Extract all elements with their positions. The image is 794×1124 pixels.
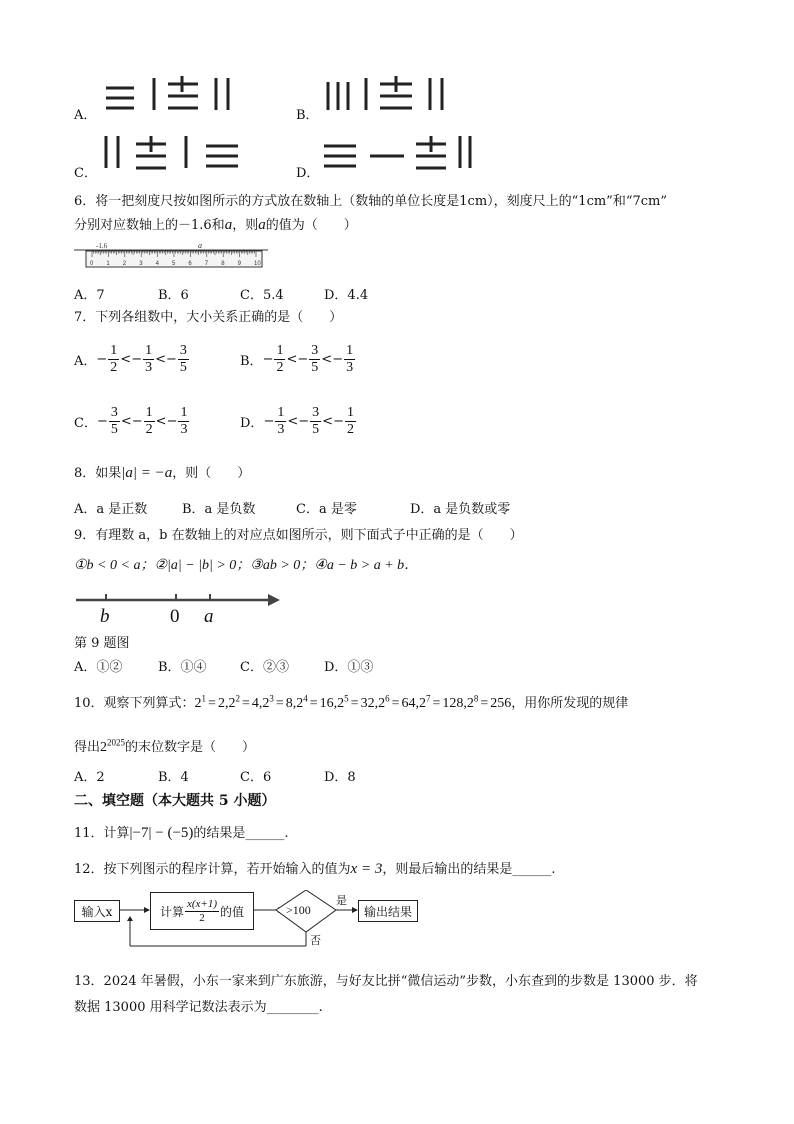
q10-series <box>195 693 512 712</box>
q9-stem: 9．有理数 a，b 在数轴上的对应点如图所示，则下面式子中正确的是（ ） <box>74 528 523 543</box>
q9-fig-b: b <box>100 606 110 627</box>
q6-option-c: C．5.4 <box>240 288 284 303</box>
q5-option-a-rods <box>102 70 242 114</box>
q12-calc-pre: 计算 <box>159 904 184 919</box>
q9-fig-0: 0 <box>170 606 180 627</box>
q7-d-lt1: < <box>287 413 299 429</box>
q7-a-frac3: $\frac{3}{5}$ <box>179 342 187 375</box>
q7-option-d-label: D． <box>240 415 264 431</box>
q12-expr: x = 3 <box>350 861 383 877</box>
q10-line2-post: 的末位数字是（ ） <box>125 740 256 755</box>
q6-stem-line1: 6．将一把刻度尺按如图所示的方式放在数轴上（数轴的单位长度是1cm），刻度尺上的“1cm”和“7cm” <box>74 194 667 209</box>
q9-option-b: B．①④ <box>158 660 207 675</box>
q7-a-m2: − <box>131 351 143 367</box>
ruler-tick-label: 9 <box>237 261 241 267</box>
q7-c-m1: − <box>96 413 108 429</box>
q10-pre: 10．观察下列算式： <box>74 696 195 711</box>
q9-option-d: D．①③ <box>324 660 374 675</box>
ruler-tick-label: 7 <box>204 261 209 267</box>
q7-b-lt1: < <box>286 351 298 367</box>
q12-pre: 12．按下列图示的程序计算，若开始输入的值为 <box>74 862 351 877</box>
q7-b-m1: − <box>262 351 274 367</box>
q6-text4: 的值为（ ） <box>265 218 357 233</box>
q7-option-a <box>74 338 190 380</box>
q6-text2: 分别对应数轴上的－1.6和 <box>74 218 225 233</box>
q7-option-b-label: B． <box>240 353 263 369</box>
q10-term: $2^5 = 32$, <box>337 693 379 711</box>
q10-term: $2^6 = 64$, <box>378 693 419 711</box>
q7-c-frac2: $\frac{1}{2}$ <box>145 404 153 437</box>
q7-d-m1: − <box>263 413 275 429</box>
q7-d-frac3: $\frac{1}{2}$ <box>346 404 354 437</box>
section-2-title: 二、填空题（本大题共 5 小题） <box>74 793 276 809</box>
q11-pre: 11．计算 <box>74 826 130 841</box>
q8-option-b: B．a 是负数 <box>182 502 256 517</box>
q10-term: $2^1 = 2$, <box>194 693 229 711</box>
q12-yes-label: 是 <box>336 894 347 907</box>
q6-fig-a: a <box>198 241 202 250</box>
q7-b-frac3: $\frac{1}{3}$ <box>346 342 354 375</box>
q5-option-b-label: B． <box>296 108 319 123</box>
q5-option-a-label: A． <box>74 108 97 123</box>
q12-stem <box>74 858 555 878</box>
q6-option-b: B．6 <box>158 288 189 303</box>
q5-option-b-rods <box>322 70 462 114</box>
q12-input-box: 输入x <box>74 900 120 922</box>
q7-c-frac3: $\frac{1}{3}$ <box>180 404 188 437</box>
q7-c-frac1: $\frac{3}{5}$ <box>110 404 118 437</box>
q10-option-d: D．8 <box>324 770 356 785</box>
q12-flowchart <box>74 890 434 950</box>
q7-a-lt2: < <box>155 351 167 367</box>
q7-b-m2: − <box>297 351 309 367</box>
q10-stem-line2 <box>74 736 255 756</box>
q7-option-c-label: C． <box>74 415 97 431</box>
q10-line2-exp: 2025 <box>107 737 126 748</box>
q7-a-m1: − <box>96 351 108 367</box>
q13-line1: 13．2024 年暑假，小东一家来到广东旅游，与好友比拼“微信运动”步数，小东查到的步数是 13000 步．将 <box>74 974 698 989</box>
q10-line2-base: 2 <box>100 740 108 755</box>
q10-term: $2^8 = 256$ <box>466 693 512 711</box>
q8-stem <box>74 462 250 482</box>
q6-fig-neg: -1.6 <box>96 242 108 250</box>
q7-b-frac1: $\frac{1}{2}$ <box>276 342 284 375</box>
ruler-tick-label: 3 <box>139 261 143 267</box>
q5-option-c-rods <box>98 128 248 172</box>
q8-option-a: A．a 是正数 <box>74 502 148 517</box>
ruler-tick-label: 2 <box>122 261 127 267</box>
q10-term: $2^3 = 8$, <box>262 693 297 711</box>
q12-calc-post: 的值 <box>220 904 245 919</box>
q10-option-a: A．2 <box>74 770 105 785</box>
q9-option-c: C．②③ <box>240 660 289 675</box>
q7-d-lt2: < <box>322 413 334 429</box>
q8-expr: |a| = −a <box>121 465 173 481</box>
ruler-tick-label: 4 <box>155 261 159 267</box>
q10-term: $2^2 = 4$, <box>228 693 263 711</box>
q9-fig-a: a <box>204 606 214 627</box>
q9-number-line <box>72 588 302 628</box>
q9-option-a: A．①② <box>74 660 123 675</box>
q7-d-m3: − <box>333 413 344 429</box>
q6-option-a: A．7 <box>74 288 105 303</box>
q12-output-box: 输出结果 <box>358 900 418 922</box>
q8-option-d: D．a 是负数或零 <box>410 502 511 517</box>
ruler-tick-label: 8 <box>221 261 225 267</box>
q12-no-label: 否 <box>310 934 321 947</box>
q7-a-frac1: $\frac{1}{2}$ <box>110 342 118 375</box>
q5-option-d-label: D． <box>296 166 320 181</box>
q10-option-c: C．6 <box>240 770 272 785</box>
q8-pre: 8．如果 <box>74 466 122 481</box>
q6-var-a: a <box>224 217 233 233</box>
q10-stem-line1 <box>74 692 628 712</box>
q7-c-lt2: < <box>155 413 167 429</box>
q7-d-m2: − <box>298 413 310 429</box>
q7-a-frac2: $\frac{1}{3}$ <box>145 342 153 375</box>
q10-post: ，用你所发现的规律 <box>511 696 629 711</box>
q11-post: 的结果是______. <box>193 826 289 841</box>
q6-var-a2: a <box>258 217 266 233</box>
ruler-tick-label: 6 <box>188 261 192 267</box>
q6-stem-line2 <box>74 214 357 234</box>
ruler-tick-label: 10 <box>254 261 261 267</box>
q7-d-frac2: $\frac{3}{5}$ <box>312 404 320 437</box>
q5-option-d-rods <box>320 128 480 172</box>
q11-stem <box>74 822 289 842</box>
q10-term: $2^7 = 128$, <box>418 693 467 711</box>
q12-post: ，则最后输出的结果是______. <box>382 862 556 877</box>
q7-b-m3: − <box>332 351 344 367</box>
q10-line2-pre: 得出 <box>74 740 101 755</box>
q13-line2: 数据 13000 用科学记数法表示为________. <box>74 1000 323 1015</box>
q7-c-lt1: < <box>120 413 132 429</box>
ruler-tick-label: 1 <box>106 261 110 267</box>
q7-c-m2: − <box>131 413 143 429</box>
q7-d-frac1: $\frac{1}{3}$ <box>277 404 285 437</box>
q7-b-lt2: < <box>321 351 333 367</box>
q9-conditions: ①b < 0 < a；②|a| − |b| > 0；③ab > 0；④a − b > a + b． <box>74 558 419 573</box>
q7-a-lt1: < <box>120 351 132 367</box>
q7-option-d <box>240 400 357 442</box>
q6-option-d: D．4.4 <box>324 288 369 303</box>
q7-b-frac2: $\frac{3}{5}$ <box>311 342 319 375</box>
q6-ruler-figure <box>72 238 272 272</box>
q7-option-c <box>74 400 190 442</box>
q8-post: ，则（ ） <box>172 466 251 481</box>
q7-a-m3: − <box>166 351 177 367</box>
ruler-tick-label: 0 <box>90 261 94 267</box>
q7-option-a-label: A． <box>74 353 97 369</box>
q12-condition: >100 <box>286 903 311 917</box>
q7-stem: 7．下列各组数中，大小关系正确的是（ ） <box>74 310 343 325</box>
ruler-tick-label: 5 <box>172 261 176 267</box>
q7-c-m3: − <box>166 413 178 429</box>
q12-calc-frac: $\frac{x(x+1)}{2}$ <box>186 897 217 924</box>
q7-option-b <box>240 338 356 380</box>
q12-calc-box <box>150 892 254 930</box>
q11-expr: |−7| − (−5) <box>129 825 194 841</box>
q10-option-b: B．4 <box>158 770 189 785</box>
q10-term: $2^4 = 16$, <box>296 693 338 711</box>
q9-caption: 第 9 题图 <box>74 636 130 651</box>
q8-option-c: C．a 是零 <box>296 502 357 517</box>
q5-option-c-label: C． <box>74 166 97 181</box>
q6-text3: ，则 <box>232 218 259 233</box>
